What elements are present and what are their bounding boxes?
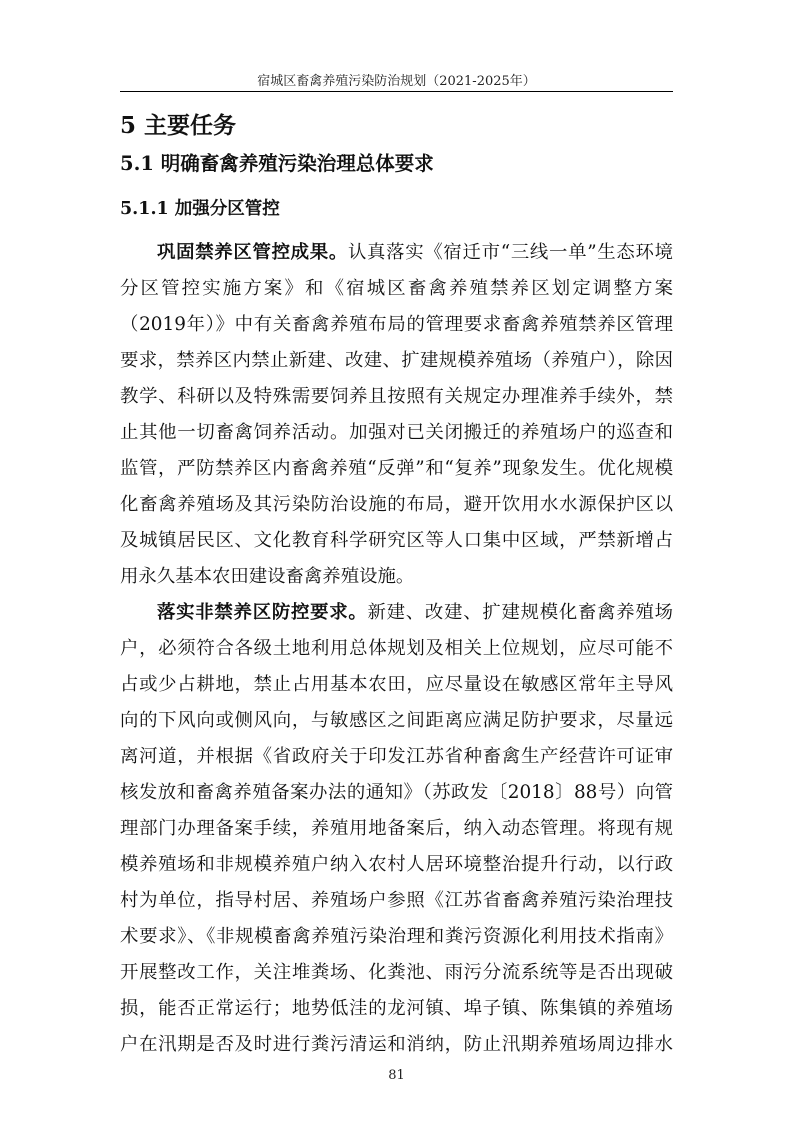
paragraph-line: 巩固禁养区管控成果。认真落实《宿迁市“三线一单”生态环境	[157, 242, 673, 263]
subsubsection-heading: 5.1.1 加强分区管控	[120, 199, 280, 219]
section-heading: 5 主要任务	[120, 112, 237, 139]
paragraph-line: （2019年）》中有关畜禽养殖布局的管理要求畜禽养殖禁养区管理	[120, 314, 673, 335]
running-header: 宿城区畜禽养殖污染防治规划（2021-2025年）	[257, 74, 536, 89]
paragraph-lead: 落实非禁养区防控要求。	[157, 602, 368, 623]
paragraph-line: 分区管控实施方案》和《宿城区畜禽养殖禁养区划定调整方案	[120, 278, 673, 299]
paragraph-line: 教学、科研以及特殊需要饲养且按照有关规定办理准养手续外，禁	[120, 386, 673, 407]
paragraph-line: 术要求》、《非规模畜禽养殖污染治理和粪污资源化利用技术指南》	[120, 926, 673, 947]
paragraph-line: 核发放和畜禽养殖备案办法的通知》（苏政发〔2018〕88号）向管	[120, 782, 673, 803]
paragraph-line: 及城镇居民区、文化教育科学研究区等人口集中区域，严禁新增占	[120, 530, 673, 551]
paragraph-line: 损，能否正常运行；地势低洼的龙河镇、埠子镇、陈集镇的养殖场	[120, 998, 673, 1019]
paragraph-line: 村为单位，指导村居、养殖场户参照《江苏省畜禽养殖污染治理技	[120, 890, 673, 911]
paragraph-line: 要求，禁养区内禁止新建、改建、扩建规模养殖场（养殖户），除因	[120, 350, 673, 371]
paragraph-line: 化畜禽养殖场及其污染防治设施的布局，避开饮用水水源保护区以	[120, 494, 673, 515]
paragraph-line: 户在汛期是否及时进行粪污清运和消纳，防止汛期养殖场周边排水	[120, 1034, 673, 1055]
paragraph-line: 监管，严防禁养区内畜禽养殖“反弹”和“复养”现象发生。优化规模	[120, 458, 673, 479]
paragraph-line: 离河道，并根据《省政府关于印发江苏省种畜禽生产经营许可证审	[120, 746, 673, 767]
page-number: 81	[388, 1068, 405, 1083]
paragraph-line: 向的下风向或侧风向，与敏感区之间距离应满足防护要求，尽量远	[120, 710, 673, 731]
paragraph-lead: 巩固禁养区管控成果。	[157, 242, 348, 263]
paragraph-line: 模养殖场和非规模养殖户纳入农村人居环境整治提升行动，以行政	[120, 854, 673, 875]
paragraph-line: 理部门办理备案手续，养殖用地备案后，纳入动态管理。将现有规	[120, 818, 673, 839]
paragraph-line: 用永久基本农田建设畜禽养殖设施。	[120, 566, 415, 587]
paragraph-line: 开展整改工作，关注堆粪场、化粪池、雨污分流系统等是否出现破	[120, 962, 673, 983]
paragraph-line: 止其他一切畜禽饲养活动。加强对已关闭搬迁的养殖场户的巡查和	[120, 422, 673, 443]
subsection-heading: 5.1 明确畜禽养殖污染治理总体要求	[120, 152, 434, 175]
paragraph-line: 户，必须符合各级土地利用总体规划及相关上位规划，应尽可能不	[120, 638, 673, 659]
paragraph-line: 占或少占耕地，禁止占用基本农田，应尽量设在敏感区常年主导风	[120, 674, 673, 695]
paragraph-line: 落实非禁养区防控要求。新建、改建、扩建规模化畜禽养殖场	[157, 602, 673, 623]
header-rule	[120, 91, 673, 92]
